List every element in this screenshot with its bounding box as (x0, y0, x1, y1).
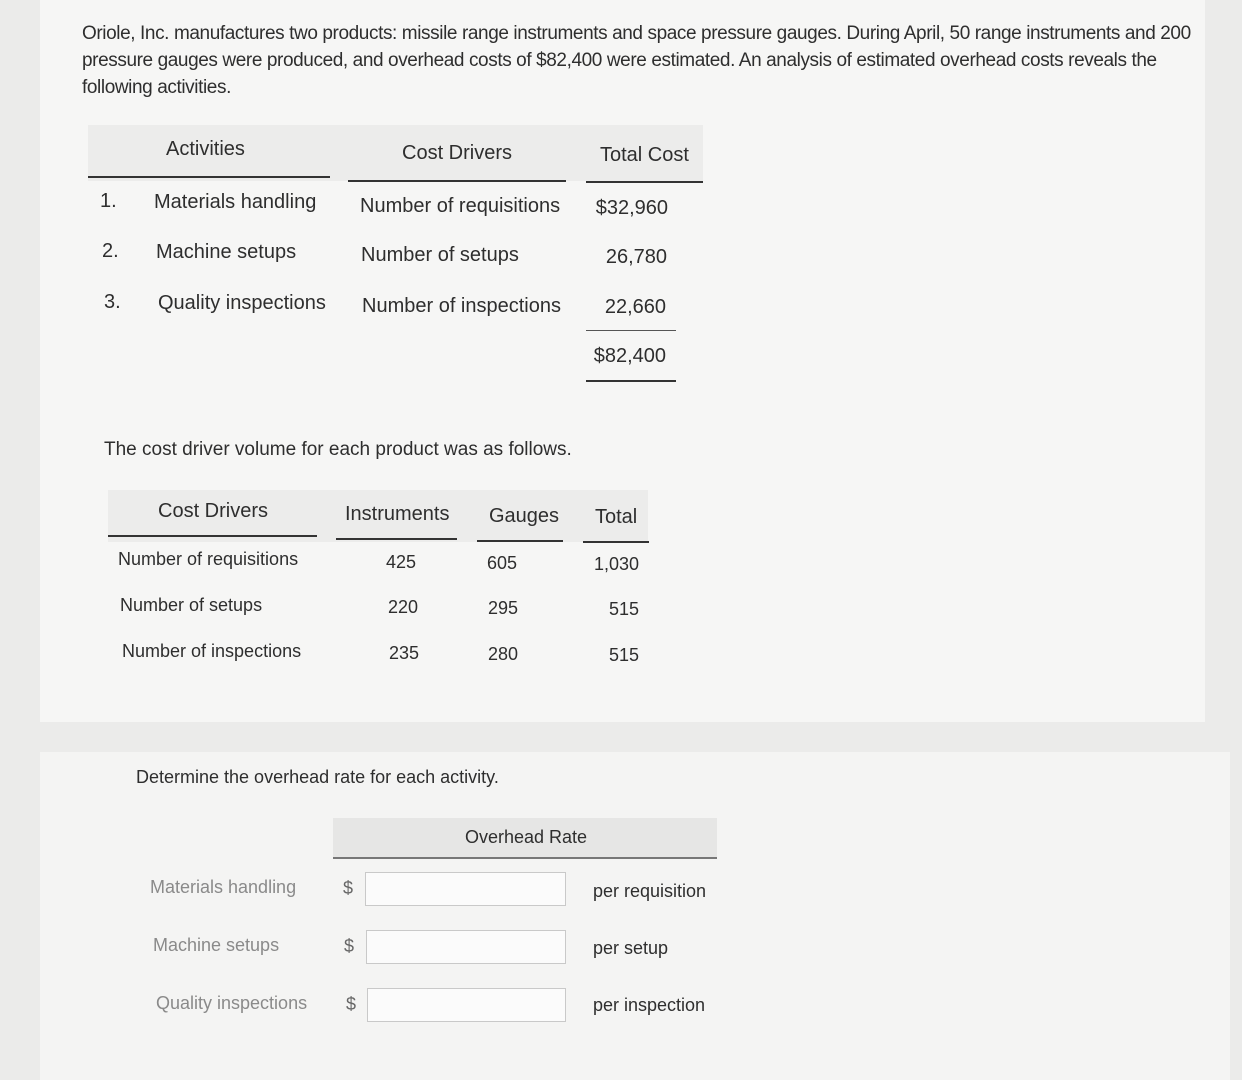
header-total: Total (595, 506, 638, 528)
header-underline (108, 535, 317, 537)
row-number: 1. (100, 190, 117, 212)
header-activities: Activities (166, 138, 245, 160)
header-underline (88, 176, 330, 178)
row-number: 3. (104, 291, 121, 313)
header-cost-drivers: Cost Drivers (402, 142, 513, 164)
activity-label: Materials handling (150, 877, 297, 897)
cost-driver: Number of inspections (122, 641, 302, 661)
header-underline (586, 181, 703, 183)
header-cost-drivers: Cost Drivers (158, 500, 269, 522)
currency-symbol: $ (344, 936, 355, 956)
activity-name: Materials handling (154, 191, 317, 213)
cost-driver: Number of setups (361, 244, 519, 266)
header-underline (477, 540, 563, 542)
answer-panel (40, 752, 1230, 1080)
header-underline (336, 538, 457, 540)
quality-inspections-rate-input[interactable] (367, 988, 566, 1022)
instruments-value: 425 (386, 552, 417, 572)
total-double-rule (586, 380, 676, 382)
gauges-value: 605 (487, 553, 518, 573)
activity-name: Quality inspections (158, 292, 326, 314)
activity-label: Machine setups (153, 935, 280, 955)
subtotal-rule (586, 330, 676, 331)
instruments-value: 220 (388, 597, 419, 617)
total-value: 515 (608, 599, 639, 619)
total-cost: 22,660 (604, 296, 666, 318)
intro-text: Oriole, Inc. manufactures two products: missile range instruments and space pressure gauges. During April, 50 range instruments and 200 pressure gauges were produced, and overhead costs of $82,400 were estimated. An analysis of estimated overhead costs reveals the following activities. (82, 23, 1191, 98)
total-cost: $32,960 (595, 197, 668, 219)
question-text: Determine the overhead rate for each activity. (136, 767, 499, 787)
cost-driver: Number of requisitions (118, 549, 299, 569)
gauges-value: 295 (488, 598, 519, 618)
cost-driver: Number of requisitions (360, 195, 561, 217)
currency-symbol: $ (343, 878, 354, 898)
gauges-value: 280 (488, 644, 519, 664)
header-total-cost: Total Cost (600, 144, 689, 166)
unit-label: per inspection (593, 995, 706, 1015)
header-underline (333, 857, 717, 859)
header-underline (583, 541, 649, 543)
header-instruments: Instruments (345, 503, 450, 525)
grand-total: $82,400 (593, 345, 666, 367)
row-number: 2. (102, 240, 119, 262)
activity-name: Machine setups (156, 241, 297, 263)
activity-label: Quality inspections (156, 993, 308, 1013)
unit-label: per requisition (593, 881, 707, 901)
total-value: 515 (608, 645, 639, 665)
header-gauges: Gauges (489, 505, 560, 527)
total-cost: 26,780 (605, 246, 667, 268)
currency-symbol: $ (346, 994, 357, 1014)
header-underline (348, 180, 566, 182)
total-value: 1,030 (593, 554, 639, 574)
header-overhead-rate: Overhead Rate (465, 827, 588, 847)
instruments-value: 235 (389, 643, 420, 663)
materials-handling-rate-input[interactable] (365, 872, 566, 906)
machine-setups-rate-input[interactable] (366, 930, 566, 964)
volume-intro: The cost driver volume for each product was as follows. (104, 439, 572, 460)
unit-label: per setup (593, 938, 669, 958)
cost-driver: Number of inspections (362, 295, 561, 317)
cost-driver: Number of setups (120, 595, 263, 615)
